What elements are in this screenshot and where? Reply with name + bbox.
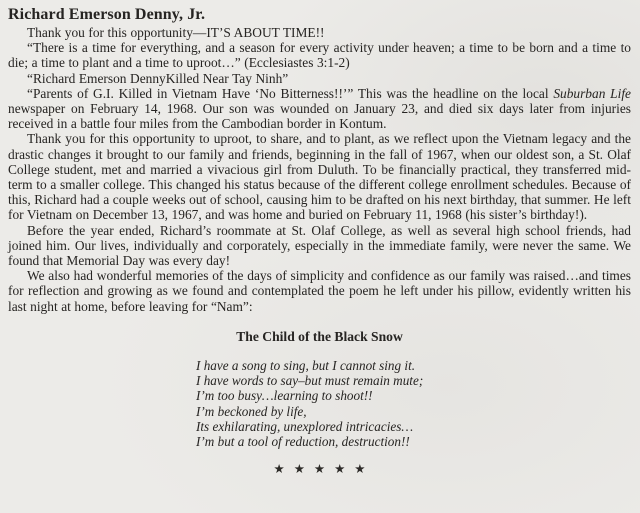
poem-line: Its exhilarating, unexplored intricacies…: [196, 419, 414, 435]
poem-title: The Child of the Black Snow: [236, 328, 403, 344]
poem-line: I have words to say–but must remain mute;: [196, 373, 424, 389]
poem: [196, 358, 631, 450]
paragraph-ecclesiastes-quote: “There is a time for everything, and a season for every activity under heaven; a time to be born and a time to die; a time to plant and a time to uproot…” (Ecclesiastes 3:1-2): [8, 40, 631, 71]
poem-line: I’m beckoned by life,: [196, 403, 307, 419]
poem-line: I have a song to sing, but I cannot sing it.: [196, 357, 416, 373]
paragraph-text: “Parents of G.I. Killed in Vietnam Have ‘No Bitterness!!’” This was the headline on the local: [27, 85, 554, 101]
poem-line: I’m but a tool of reduction, destruction!!: [196, 434, 410, 450]
document-title: Richard Emerson Denny, Jr.: [8, 6, 206, 23]
paragraph-newspaper-headline: [8, 86, 631, 132]
paragraph-text: newspaper on February 14, 1968. Our son was wounded on January 23, and died six days later from injuries received in a battle four miles from the Cambodian border in Kontum.: [8, 101, 631, 132]
newspaper-name: Suburban Life: [553, 85, 631, 101]
paragraph-roommate: Before the year ended, Richard’s roommate at St. Olaf College, as well as several high school friends, had joined him. Our lives, individually and corporately, especially in the immediate family, were never the same. We found that Memorial Day was every day!: [8, 222, 631, 269]
paragraph-thank-you: Thank you for this opportunity—IT’S ABOUT TIME!!: [27, 25, 325, 40]
star-divider: ★★★★★: [273, 460, 375, 476]
paragraph-headline-killed: “Richard Emerson DennyKilled Near Tay Ninh”: [27, 70, 289, 86]
poem-line: I’m too busy…learning to shoot!!: [196, 388, 373, 404]
paragraph-vietnam-legacy: Thank you for this opportunity to uproot, to share, and to plant, as we reflect upon the Vietnam legacy and the drastic changes it brought to our family and friends, beginning in the fall of 1967, when our oldest son, a St. Olaf College student, met and married a vivacious girl from Duluth. To be financially practical, they transferred mid-term to a smaller college. This changed his status because of the different college enrollment schedules. Because of this, Richard had a couple weeks out of school, causing him to be drafted on his next birthday, that summer. He left for Vietnam on December 13, 1967, and was home and buried on February 11, 1968 (his sister’s birthday!).: [8, 131, 631, 223]
paragraph-memories: We also had wonderful memories of the days of simplicity and confidence as our family was raised…and times for reflection and growing as we found and contemplated the poem he left under his pillow, evidently written his last night at home, before leaving for “Nam”:: [8, 268, 631, 314]
